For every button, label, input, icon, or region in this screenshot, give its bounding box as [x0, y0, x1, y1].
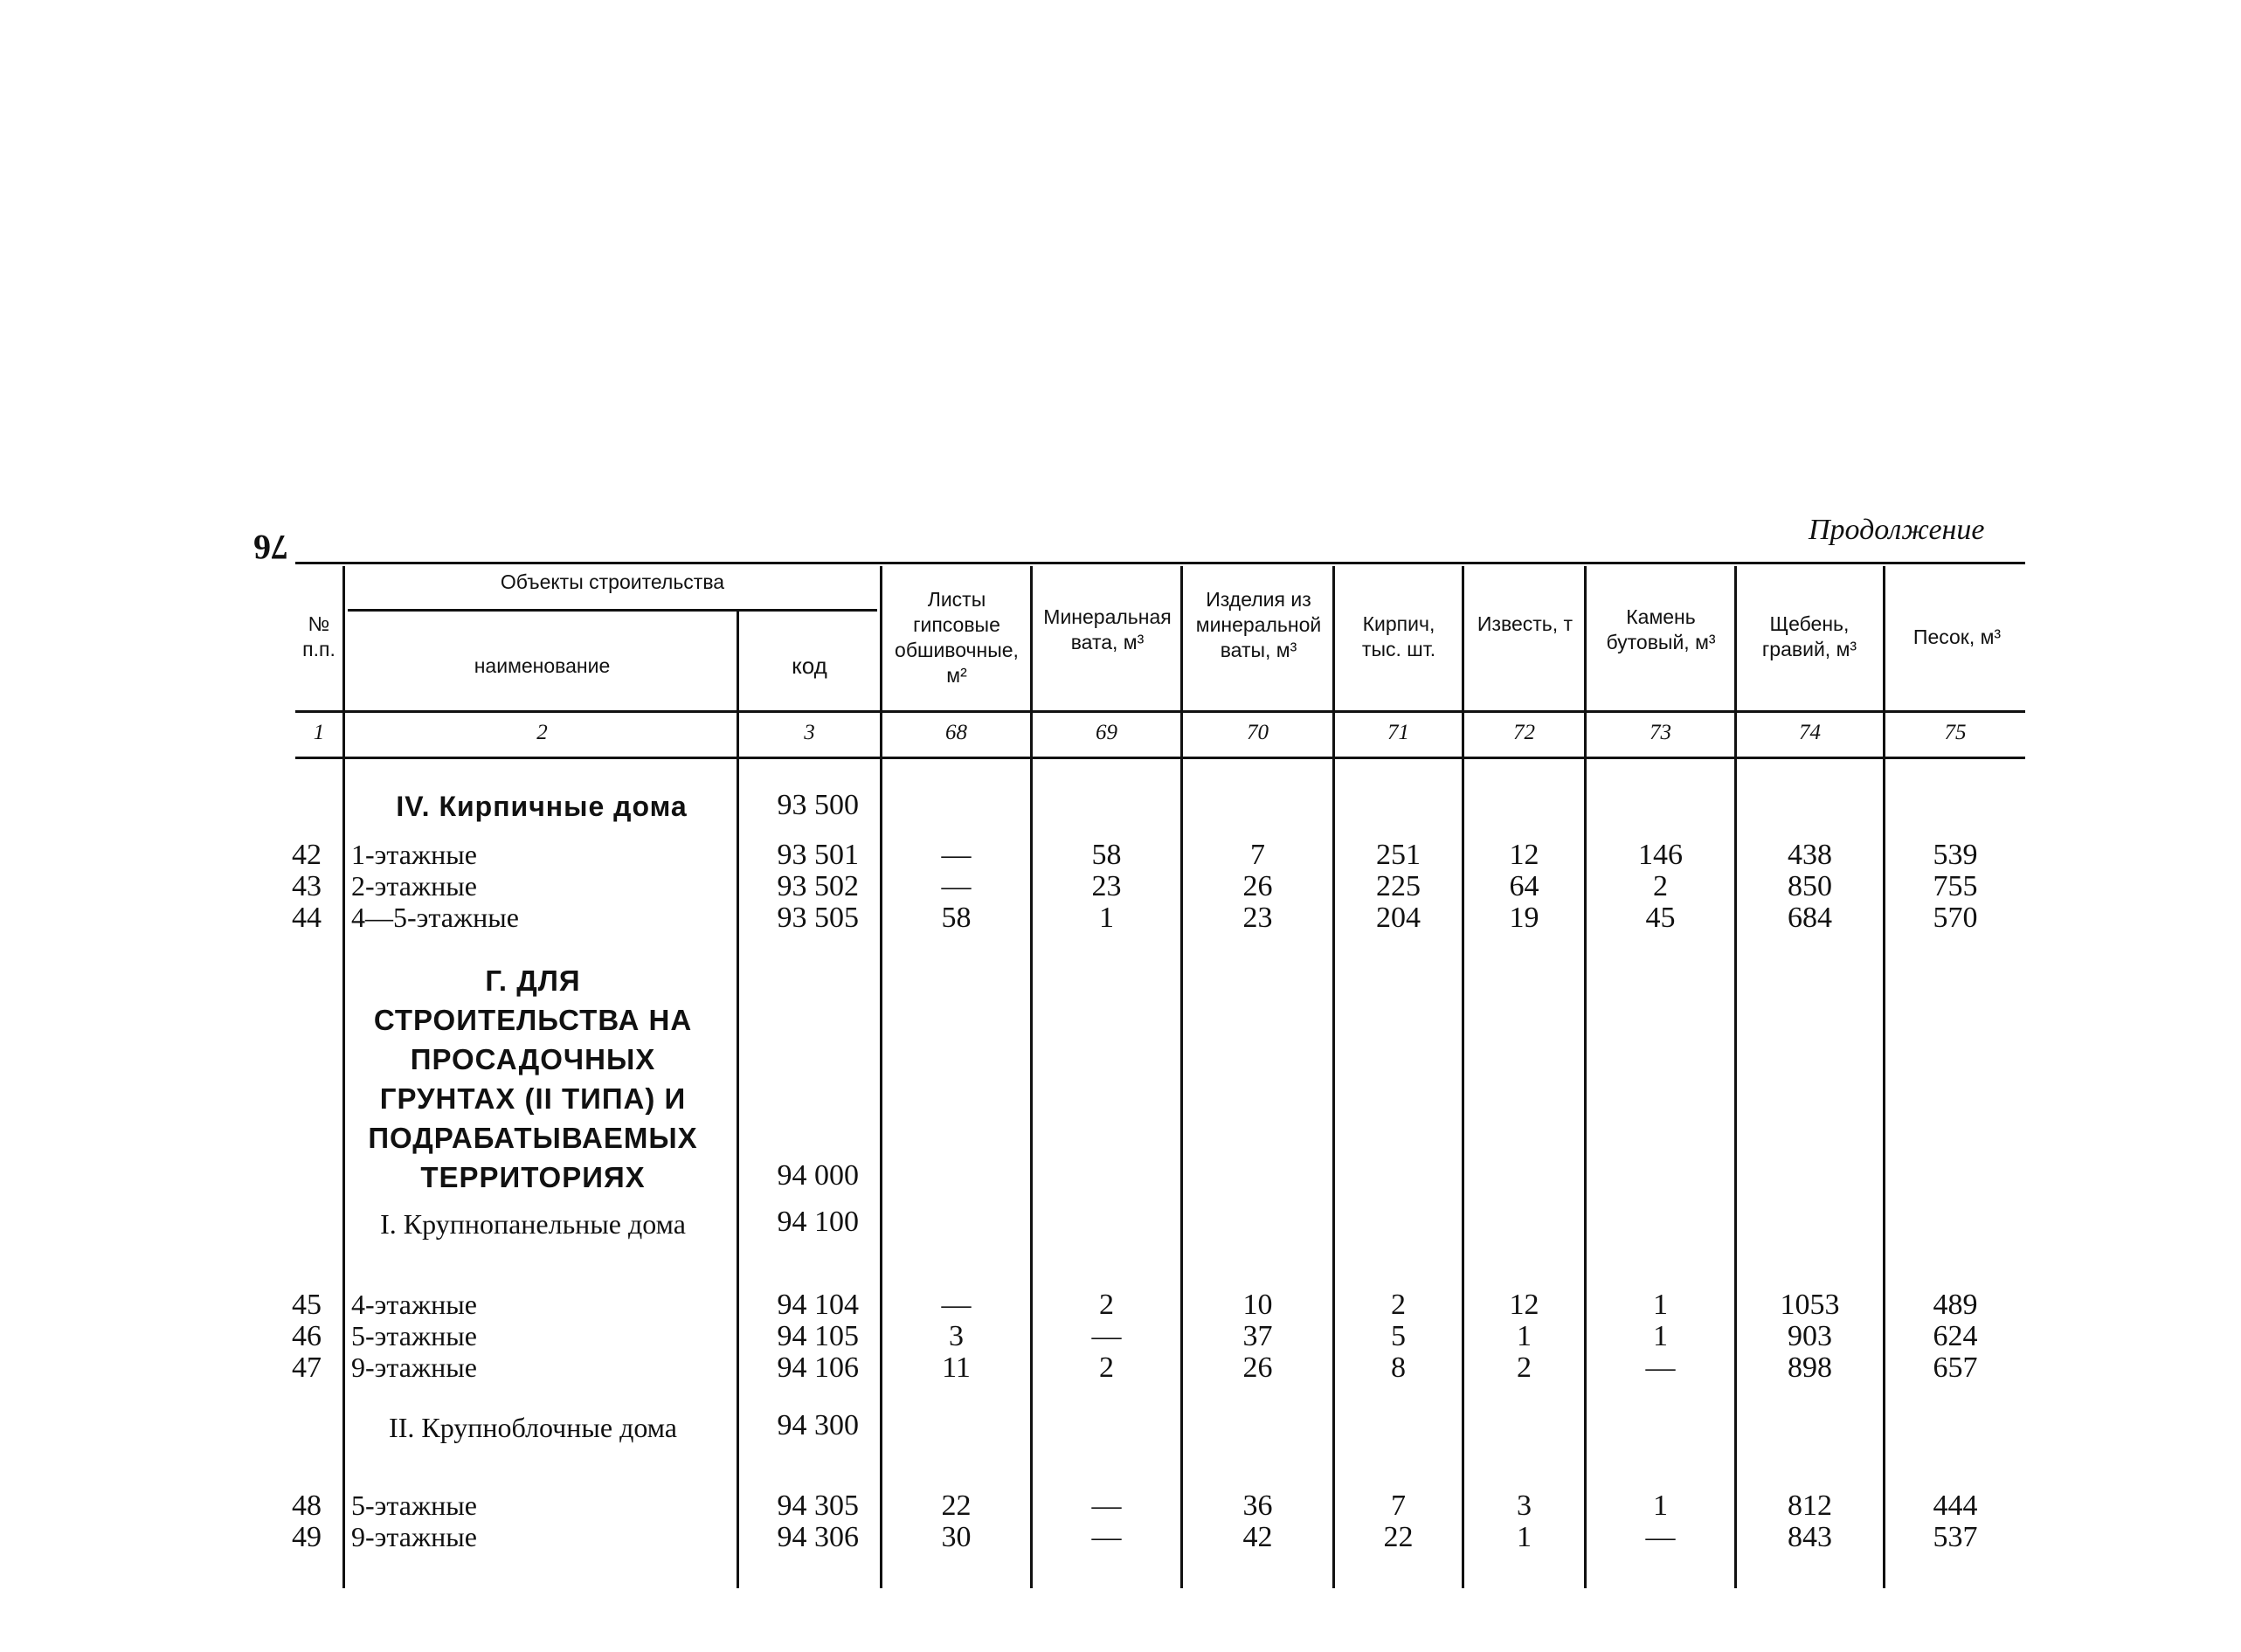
- column-number: 3: [804, 721, 815, 744]
- cell-name: 4—5-этажные: [351, 902, 519, 933]
- column-number: 71: [1387, 721, 1409, 744]
- cell-c68: 58: [941, 902, 972, 934]
- header-c75: Песок, м³: [1912, 626, 2002, 648]
- column-number: 75: [1944, 721, 1967, 744]
- cell-c68: —: [941, 839, 972, 871]
- cell-c69: 1: [1099, 902, 1114, 934]
- cell-c74: 438: [1788, 839, 1832, 871]
- section-heading: II. Крупноблочные дома: [389, 1412, 677, 1443]
- cell-c73: 1: [1653, 1289, 1668, 1321]
- cell-c75: 537: [1933, 1521, 1978, 1553]
- column-number: 1: [313, 721, 325, 744]
- cell-code: 94 105: [777, 1320, 859, 1352]
- cell-n: 42: [292, 839, 322, 871]
- cell-c71: 22: [1383, 1521, 1414, 1553]
- section-code: 93 500: [777, 789, 859, 821]
- cell-c72: 12: [1509, 839, 1539, 871]
- cell-n: 45: [292, 1289, 322, 1321]
- cell-c70: 26: [1242, 1351, 1273, 1384]
- col-divider: [1462, 566, 1464, 1588]
- header-c70: Изделия из минеральной ваты, м³: [1195, 588, 1322, 661]
- col-divider: [880, 566, 882, 1588]
- cell-c70: 26: [1242, 870, 1273, 902]
- section-heading: IV. Кирпичные дома: [396, 791, 688, 822]
- cell-name: 5-этажные: [351, 1490, 477, 1521]
- cell-code: 94 106: [777, 1351, 859, 1384]
- header-num: № п.п.: [302, 612, 335, 660]
- col-divider: [342, 566, 345, 1588]
- cell-c69: 58: [1091, 839, 1122, 871]
- header-bottom-rule: [295, 710, 2025, 713]
- colnum-bottom-rule: [295, 757, 2025, 759]
- cell-n: 43: [292, 870, 322, 902]
- column-number: 2: [536, 721, 548, 744]
- cell-c75: 755: [1933, 870, 1978, 902]
- cell-n: 48: [292, 1490, 322, 1522]
- cell-name: 9-этажные: [351, 1351, 477, 1383]
- cell-c70: 7: [1250, 839, 1265, 871]
- cell-c75: 657: [1933, 1351, 1978, 1384]
- header-c69: Минеральная вата, м³: [1043, 605, 1172, 653]
- col-divider: [1180, 566, 1183, 1588]
- column-number: 69: [1096, 721, 1117, 744]
- cell-code: 94 306: [777, 1521, 859, 1553]
- cell-c75: 539: [1933, 839, 1978, 871]
- header-c71: Кирпич, тыс. шт.: [1361, 612, 1436, 660]
- column-number: 70: [1247, 721, 1269, 744]
- cell-c73: 1: [1653, 1490, 1668, 1522]
- cell-c70: 23: [1242, 902, 1273, 934]
- col-divider: [1332, 566, 1335, 1588]
- continuation-label: Продолжение: [1809, 514, 1985, 546]
- objects-under-rule: [348, 609, 877, 612]
- column-number: 74: [1799, 721, 1821, 744]
- header-name: наименование: [474, 654, 611, 677]
- cell-c70: 36: [1242, 1490, 1273, 1522]
- cell-name: 4-этажные: [351, 1289, 477, 1320]
- cell-c71: 7: [1391, 1490, 1406, 1522]
- cell-code: 93 505: [777, 902, 859, 934]
- cell-c68: 3: [949, 1320, 964, 1352]
- section-code: 94 300: [777, 1409, 859, 1441]
- cell-code: 94 104: [777, 1289, 859, 1321]
- cell-c72: 2: [1517, 1351, 1532, 1384]
- col-divider: [1734, 566, 1737, 1588]
- cell-c73: 146: [1638, 839, 1683, 871]
- column-number: 72: [1513, 721, 1535, 744]
- cell-c74: 850: [1788, 870, 1832, 902]
- cell-c69: —: [1091, 1490, 1122, 1522]
- cell-name: 1-этажные: [351, 839, 477, 870]
- cell-c72: 3: [1517, 1490, 1532, 1522]
- cell-c75: 570: [1933, 902, 1978, 934]
- cell-c74: 1053: [1780, 1289, 1840, 1321]
- cell-n: 44: [292, 902, 322, 934]
- cell-c69: 2: [1099, 1351, 1114, 1384]
- col-divider: [1883, 566, 1885, 1588]
- section-code: 94 100: [777, 1206, 859, 1238]
- cell-c71: 8: [1391, 1351, 1406, 1384]
- cell-c74: 684: [1788, 902, 1832, 934]
- cell-c68: 22: [941, 1490, 972, 1522]
- header-c72: Известь, т: [1477, 612, 1574, 635]
- cell-c74: 903: [1788, 1320, 1832, 1352]
- cell-n: 49: [292, 1521, 322, 1553]
- cell-c71: 204: [1376, 902, 1421, 934]
- cell-c73: 45: [1645, 902, 1676, 934]
- cell-c68: —: [941, 1289, 972, 1321]
- cell-c70: 42: [1242, 1521, 1273, 1553]
- cell-c75: 444: [1933, 1490, 1978, 1522]
- section-heading: I. Крупнопанельные дома: [380, 1208, 686, 1240]
- cell-n: 47: [292, 1351, 322, 1384]
- cell-c71: 251: [1376, 839, 1421, 871]
- cell-code: 93 502: [777, 870, 859, 902]
- cell-c71: 225: [1376, 870, 1421, 902]
- column-number: 73: [1650, 721, 1671, 744]
- header-objects: Объекты строительства: [500, 570, 725, 593]
- cell-c74: 898: [1788, 1351, 1832, 1384]
- cell-c68: 11: [942, 1351, 971, 1384]
- cell-c75: 624: [1933, 1320, 1978, 1352]
- cell-code: 94 305: [777, 1490, 859, 1522]
- section-code: 94 000: [777, 1159, 859, 1192]
- cell-c68: 30: [941, 1521, 972, 1553]
- column-number: 68: [945, 721, 967, 744]
- cell-c73: —: [1645, 1351, 1676, 1384]
- col-divider: [737, 612, 739, 1588]
- cell-name: 2-этажные: [351, 870, 477, 902]
- cell-c69: 2: [1099, 1289, 1114, 1321]
- col-divider: [1584, 566, 1587, 1588]
- cell-c72: 64: [1509, 870, 1539, 902]
- table-top-rule: [295, 562, 2025, 564]
- cell-c74: 812: [1788, 1490, 1832, 1522]
- cell-c70: 37: [1242, 1320, 1273, 1352]
- page-number: 76: [253, 528, 288, 567]
- cell-c69: —: [1091, 1320, 1122, 1352]
- cell-c73: 2: [1653, 870, 1668, 902]
- cell-c72: 1: [1517, 1521, 1532, 1553]
- cell-c72: 19: [1509, 902, 1539, 934]
- cell-c70: 10: [1242, 1289, 1273, 1321]
- cell-n: 46: [292, 1320, 322, 1352]
- cell-name: 5-этажные: [351, 1320, 477, 1351]
- header-c74: Щебень, гравий, м³: [1761, 612, 1857, 660]
- cell-c74: 843: [1788, 1521, 1832, 1553]
- cell-name: 9-этажные: [351, 1521, 477, 1552]
- header-code: код: [792, 653, 827, 679]
- section-heading: Г. ДЛЯ СТРОИТЕЛЬСТВА НА ПРОСАДОЧНЫХ ГРУНТАХ (II ТИПА) И ПОДРАБАТЫВАЕМЫХ ТЕРРИТОРИЯХ: [368, 964, 698, 1193]
- cell-c73: 1: [1653, 1320, 1668, 1352]
- cell-c69: —: [1091, 1521, 1122, 1553]
- col-divider: [1030, 566, 1033, 1588]
- header-c68: Листы гипсовые обшивочные, м²: [895, 588, 1019, 687]
- cell-c71: 2: [1391, 1289, 1406, 1321]
- header-c73: Камень бутовый, м³: [1606, 605, 1716, 653]
- cell-code: 93 501: [777, 839, 859, 871]
- cell-c71: 5: [1391, 1320, 1406, 1352]
- cell-c72: 12: [1509, 1289, 1539, 1321]
- cell-c68: —: [941, 870, 972, 902]
- cell-c75: 489: [1933, 1289, 1978, 1321]
- cell-c73: —: [1645, 1521, 1676, 1553]
- cell-c69: 23: [1091, 870, 1122, 902]
- cell-c72: 1: [1517, 1320, 1532, 1352]
